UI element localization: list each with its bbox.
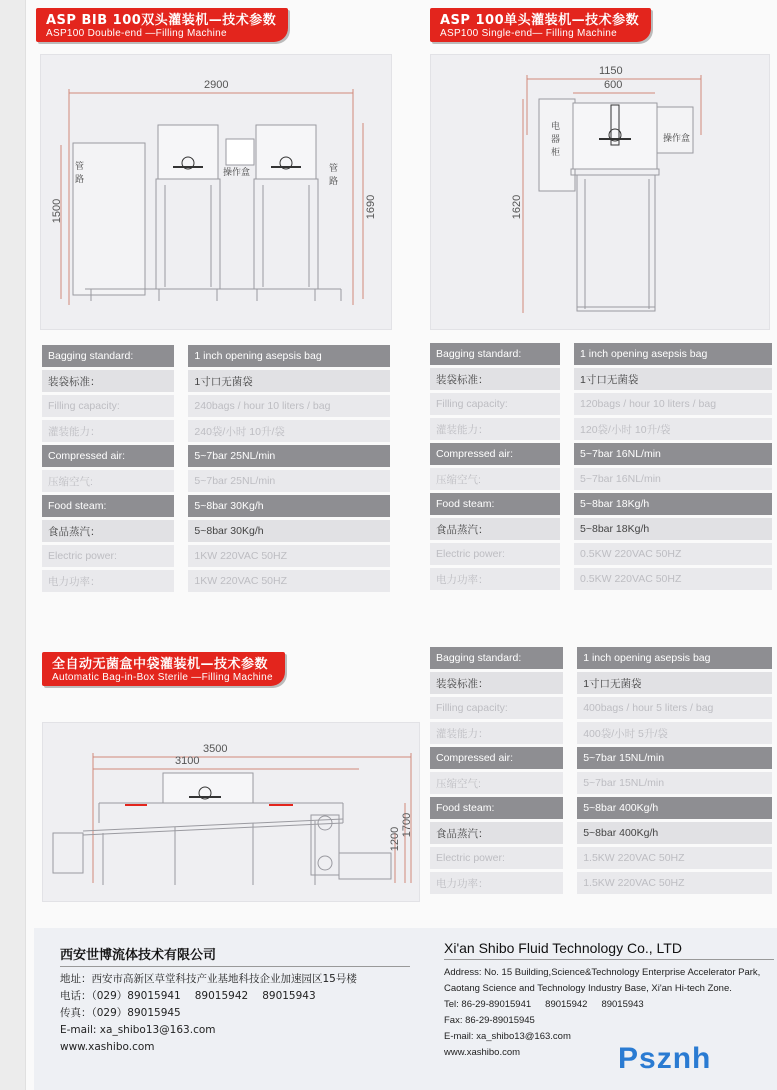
double-control-box-label: 操作盒 [223, 168, 251, 178]
double-pipe-label-2: 管路 [329, 164, 339, 187]
spec-gap [563, 772, 577, 794]
spec-row [430, 822, 772, 844]
spec-label: 食品蒸汽： [430, 518, 560, 540]
spec-row [430, 393, 772, 415]
spec-label: 压缩空气: [430, 468, 560, 490]
spec-label: 装袋标准： [430, 368, 560, 390]
company-name-zh: 西安世博流体技术有限公司 [60, 944, 410, 967]
spec-row [430, 443, 772, 465]
spec-value: 5~7bar 25NL/min [188, 470, 390, 492]
spec-value: 1 inch opening asepsis bag [577, 647, 772, 669]
spec-label: 食品蒸汽： [430, 822, 563, 844]
spec-gap [174, 570, 188, 592]
spec-value: 1 inch opening asepsis bag [188, 345, 390, 367]
single-control-box-label: 操作盒 [663, 134, 691, 144]
spec-gap [560, 493, 574, 515]
spec-row [430, 797, 772, 819]
auto-title-zh: 全自动无菌盒中袋灌装机—技术参数 [52, 657, 269, 672]
spec-label: 灌装能力： [42, 420, 174, 442]
phone-en-1: Tel: 86-29-89015941 [444, 999, 532, 1010]
spec-gap [560, 393, 574, 415]
auto-title-tag [42, 652, 285, 686]
spec-label: Compressed air: [430, 747, 563, 769]
spec-label: 压缩空气: [42, 470, 174, 492]
spec-row [42, 395, 390, 417]
spec-gap [563, 822, 577, 844]
spec-gap [563, 747, 577, 769]
spec-row [430, 518, 772, 540]
spec-gap [560, 518, 574, 540]
auto-spec-table [430, 644, 772, 897]
spec-label: Food steam: [430, 493, 560, 515]
spec-value: 1KW 220VAC 50HZ [188, 570, 390, 592]
spec-row [42, 420, 390, 442]
spec-label: Electric power: [42, 545, 174, 567]
website-en[interactable]: www.xashibo.com [444, 1047, 521, 1058]
single-outer-width-dim: 1150 [599, 65, 623, 77]
spec-label: Electric power: [430, 543, 560, 565]
contact-zh [60, 944, 410, 1056]
company-name-en: Xi'an Shibo Fluid Technology Co., LTD [444, 940, 774, 960]
spec-value: 1.5KW 220VAC 50HZ [577, 847, 772, 869]
spec-value: 5~7bar 16NL/min [574, 468, 772, 490]
auto-machine-sketch [43, 723, 421, 903]
spec-value: 5~8bar 400Kg/h [577, 822, 772, 844]
single-inner-width-dim: 600 [604, 79, 623, 91]
spec-gap [560, 443, 574, 465]
phone-zh-3: 89015943 [262, 990, 316, 1002]
spec-row [430, 847, 772, 869]
spec-row [430, 872, 772, 894]
spec-label: 电力功率： [430, 872, 563, 894]
spec-gap [174, 495, 188, 517]
spec-gap [174, 470, 188, 492]
spec-row [42, 570, 390, 592]
spec-label: 压缩空气: [430, 772, 563, 794]
spec-row [430, 772, 772, 794]
spec-label: Food steam: [430, 797, 563, 819]
double-right-height-dim: 1690 [365, 194, 378, 220]
double-end-title-zh: ASP BIB 100双头灌装机—技术参数 [46, 13, 277, 28]
spec-gap [174, 345, 188, 367]
spec-label: Filling capacity: [42, 395, 174, 417]
spec-gap [560, 418, 574, 440]
spec-gap [560, 343, 574, 365]
phone-en-2: 89015942 [545, 999, 588, 1010]
spec-value: 1寸口无菌袋 [188, 370, 390, 392]
spec-gap [560, 368, 574, 390]
spec-label: 灌装能力： [430, 418, 560, 440]
spec-gap [563, 847, 577, 869]
fax-en: Fax: 86-29-89015945 [444, 1015, 535, 1026]
spec-row [42, 345, 390, 367]
spec-row [42, 470, 390, 492]
spec-row [430, 672, 772, 694]
spec-value: 240袋/小时 10升/袋 [188, 420, 390, 442]
address-zh: 地址：西安市高新区草堂科技产业基地科技企业加速园区15号楼 [60, 973, 357, 985]
spec-value: 5~7bar 15NL/min [577, 772, 772, 794]
fax-zh: 传真：（029）89015945 [60, 1007, 181, 1019]
single-end-title-tag [430, 8, 651, 42]
double-end-machine-sketch [41, 55, 393, 331]
double-end-drawing [40, 54, 392, 330]
auto-inner-width-dim: 3100 [175, 755, 200, 767]
single-cabinet-label: 电器柜 [551, 122, 561, 158]
spec-label: 装袋标准： [42, 370, 174, 392]
spec-label: Bagging standard: [430, 647, 563, 669]
spec-label: Filling capacity: [430, 393, 560, 415]
double-left-height-dim: 1500 [51, 198, 64, 224]
spec-row [430, 747, 772, 769]
spec-row [430, 368, 772, 390]
phone-en [444, 997, 774, 1013]
spec-label: Food steam: [42, 495, 174, 517]
spec-row [430, 343, 772, 365]
spec-label: Bagging standard: [430, 343, 560, 365]
single-end-machine-sketch [431, 55, 771, 331]
spec-label: Compressed air: [42, 445, 174, 467]
spec-value: 240bags / hour 10 liters / bag [188, 395, 390, 417]
spec-label: Compressed air: [430, 443, 560, 465]
single-end-title-zh: ASP 100单头灌装机—技术参数 [440, 13, 640, 28]
spec-gap [563, 722, 577, 744]
spec-row [42, 445, 390, 467]
spec-value: 5~8bar 30Kg/h [188, 495, 390, 517]
spec-value: 5~8bar 400Kg/h [577, 797, 772, 819]
spec-value: 1寸口无菌袋 [574, 368, 772, 390]
spec-value: 5~8bar 18Kg/h [574, 518, 772, 540]
auto-title-en: Automatic Bag-in-Box Sterile —Filling Machine [52, 672, 273, 683]
spec-row [430, 722, 772, 744]
email-en[interactable]: E-mail: xa_shibo13@163.com [444, 1031, 571, 1042]
spec-value: 120bags / hour 10 liters / bag [574, 393, 772, 415]
spec-gap [174, 420, 188, 442]
spec-row [430, 697, 772, 719]
spec-row [430, 468, 772, 490]
single-height-dim: 1620 [511, 194, 524, 220]
single-end-spec-table [430, 340, 772, 593]
spec-row [430, 568, 772, 590]
spec-label: 装袋标准： [430, 672, 563, 694]
phone-zh [60, 988, 410, 1005]
phone-zh-2: 89015942 [194, 990, 249, 1002]
single-end-title-en: ASP100 Single-end— Filling Machine [440, 28, 617, 39]
address-en: Address: No. 15 Building,Science&Technology Enterprise Accelerator Park, Caotang Science and Technology Industry Base, Xi'an Hi-tech Zone. [444, 967, 761, 994]
contact-en [444, 940, 774, 1061]
auto-inner-height-dim: 1200 [389, 826, 402, 852]
spec-gap [174, 520, 188, 542]
spec-gap [560, 468, 574, 490]
spec-gap [560, 568, 574, 590]
spec-row [430, 418, 772, 440]
spec-value: 0.5KW 220VAC 50HZ [574, 543, 772, 565]
double-pipe-label: 管路 [75, 162, 85, 185]
spec-label: Filling capacity: [430, 697, 563, 719]
auto-drawing [42, 722, 420, 902]
spec-label: Electric power: [430, 847, 563, 869]
spec-label: 食品蒸汽： [42, 520, 174, 542]
spec-value: 5~7bar 15NL/min [577, 747, 772, 769]
spec-gap [563, 872, 577, 894]
double-end-title-en: ASP100 Double-end —Filling Machine [46, 28, 227, 39]
spec-row [430, 493, 772, 515]
website-zh[interactable]: www.xashibo.com [60, 1041, 155, 1053]
spec-label: 灌装能力： [430, 722, 563, 744]
spec-gap [563, 797, 577, 819]
spec-label: Bagging standard: [42, 345, 174, 367]
spec-value: 5~8bar 18Kg/h [574, 493, 772, 515]
spec-value: 5~7bar 25NL/min [188, 445, 390, 467]
spec-row [430, 647, 772, 669]
spec-row [42, 495, 390, 517]
spec-value: 1.5KW 220VAC 50HZ [577, 872, 772, 894]
single-end-drawing [430, 54, 770, 330]
spec-gap [563, 647, 577, 669]
phone-en-3: 89015943 [601, 999, 644, 1010]
spec-gap [563, 697, 577, 719]
double-width-dim: 2900 [204, 79, 229, 91]
phone-zh-1: 电话：（029）89015941 [60, 990, 181, 1002]
spec-value: 0.5KW 220VAC 50HZ [574, 568, 772, 590]
spec-value: 400bags / hour 5 liters / bag [577, 697, 772, 719]
spec-value: 5~8bar 30Kg/h [188, 520, 390, 542]
left-margin-stripe [0, 0, 26, 1090]
spec-value: 1KW 220VAC 50HZ [188, 545, 390, 567]
spec-row [430, 543, 772, 565]
spec-row [42, 520, 390, 542]
spec-value: 120袋/小时 10升/袋 [574, 418, 772, 440]
spec-gap [560, 543, 574, 565]
spec-gap [174, 370, 188, 392]
double-end-spec-table [42, 342, 390, 595]
spec-gap [174, 395, 188, 417]
spec-value: 400袋/小时 5升/袋 [577, 722, 772, 744]
watermark-logo: Psznh [618, 1042, 712, 1075]
spec-gap [174, 445, 188, 467]
spec-label: 电力功率： [42, 570, 174, 592]
spec-value: 1寸口无菌袋 [577, 672, 772, 694]
spec-gap [563, 672, 577, 694]
auto-outer-width-dim: 3500 [203, 743, 228, 755]
spec-row [42, 370, 390, 392]
spec-value: 5~7bar 16NL/min [574, 443, 772, 465]
spec-gap [174, 545, 188, 567]
email-zh[interactable]: E-mail: xa_shibo13@163.com [60, 1024, 216, 1036]
spec-row [42, 545, 390, 567]
auto-outer-height-dim: 1700 [401, 812, 414, 838]
double-end-title-tag [36, 8, 288, 42]
spec-value: 1 inch opening asepsis bag [574, 343, 772, 365]
spec-label: 电力功率： [430, 568, 560, 590]
